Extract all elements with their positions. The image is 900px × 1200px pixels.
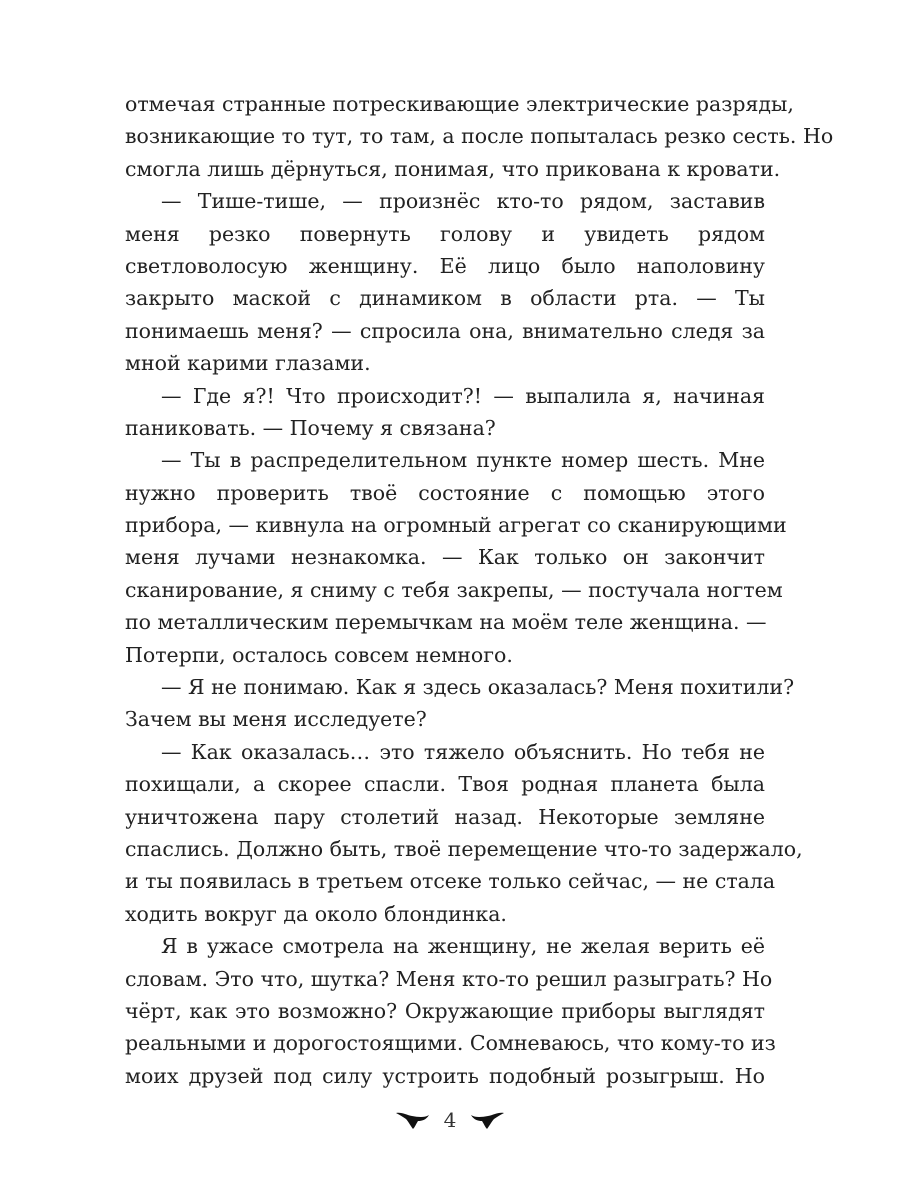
text-line: светловолосую женщину. Её лицо было наполовину [125, 253, 765, 278]
text-line: меня лучами незнакомка. — Как только он закончит [125, 545, 765, 570]
text-line: прибора, — кивнула на огромный агрегат со сканирующими [125, 513, 787, 538]
text-line: Я в ужасе смотрела на женщину, не желая верить её [161, 934, 765, 959]
text-line: сканирование, я сниму с тебя закрепы, — постучала ногтем [125, 577, 783, 602]
text-line: ходить вокруг да около блондинка. [125, 901, 507, 926]
text-line: Зачем вы меня исследуете? [125, 707, 427, 732]
text-line: понимаешь меня? — спросила она, внимательно следя за [125, 318, 765, 343]
text-line: и ты появилась в третьем отсеке только сейчас, — не стала [125, 869, 776, 894]
text-line: словам. Это что, шутка? Меня кто-то решил разыграть? Но [125, 966, 773, 991]
right-ornament-icon [470, 1110, 504, 1130]
text-line: — Я не понимаю. Как я здесь оказалась? Меня похитили? [161, 675, 795, 700]
text-line: закрыто маской с динамиком в области рта. — Ты [125, 286, 765, 311]
text-line: возникающие то тут, то там, а после попыталась резко сесть. Но [125, 124, 834, 149]
text-line: уничтожена пару столетий назад. Некоторые земляне [125, 804, 765, 829]
text-line: смогла лишь дёрнуться, понимая, что прикована к кровати. [125, 156, 781, 181]
text-line: моих друзей под силу устроить подобный розыгрыш. Но [125, 1063, 765, 1088]
page-footer [0, 1108, 900, 1132]
page-number: 4 [443, 1108, 457, 1132]
text-line: меня резко повернуть голову и увидеть рядом [125, 221, 765, 246]
text-line: — Как оказалась… это тяжело объяснить. Но тебя не [161, 739, 765, 764]
text-line: нужно проверить твоё состояние с помощью этого [125, 480, 765, 505]
text-line: отмечая странные потрескивающие электрические разряды, [125, 92, 794, 116]
page-body-text [125, 88, 834, 1092]
left-ornament-icon [396, 1110, 430, 1130]
text-line: чёрт, как это возможно? Окружающие приборы выглядят [125, 998, 765, 1023]
text-line: Потерпи, осталось совсем немного. [125, 642, 513, 667]
text-line: мной карими глазами. [125, 351, 371, 376]
text-line: — Ты в распределительном пункте номер шесть. Мне [161, 448, 765, 473]
text-line: — Тише-тише, — произнёс кто-то рядом, заставив [161, 189, 765, 214]
text-line: реальными и дорогостоящими. Сомневаюсь, что кому-то из [125, 1031, 776, 1056]
text-line: спаслись. Должно быть, твоё перемещение что-то задержало, [125, 836, 803, 861]
text-line: — Где я?! Что происходит?! — выпалила я, начиная [161, 383, 765, 408]
text-line: по металлическим перемычкам на моём теле женщина. — [125, 610, 767, 635]
text-line: паниковать. — Почему я связана? [125, 415, 496, 440]
text-line: похищали, а скорее спасли. Твоя родная планета была [125, 772, 765, 797]
